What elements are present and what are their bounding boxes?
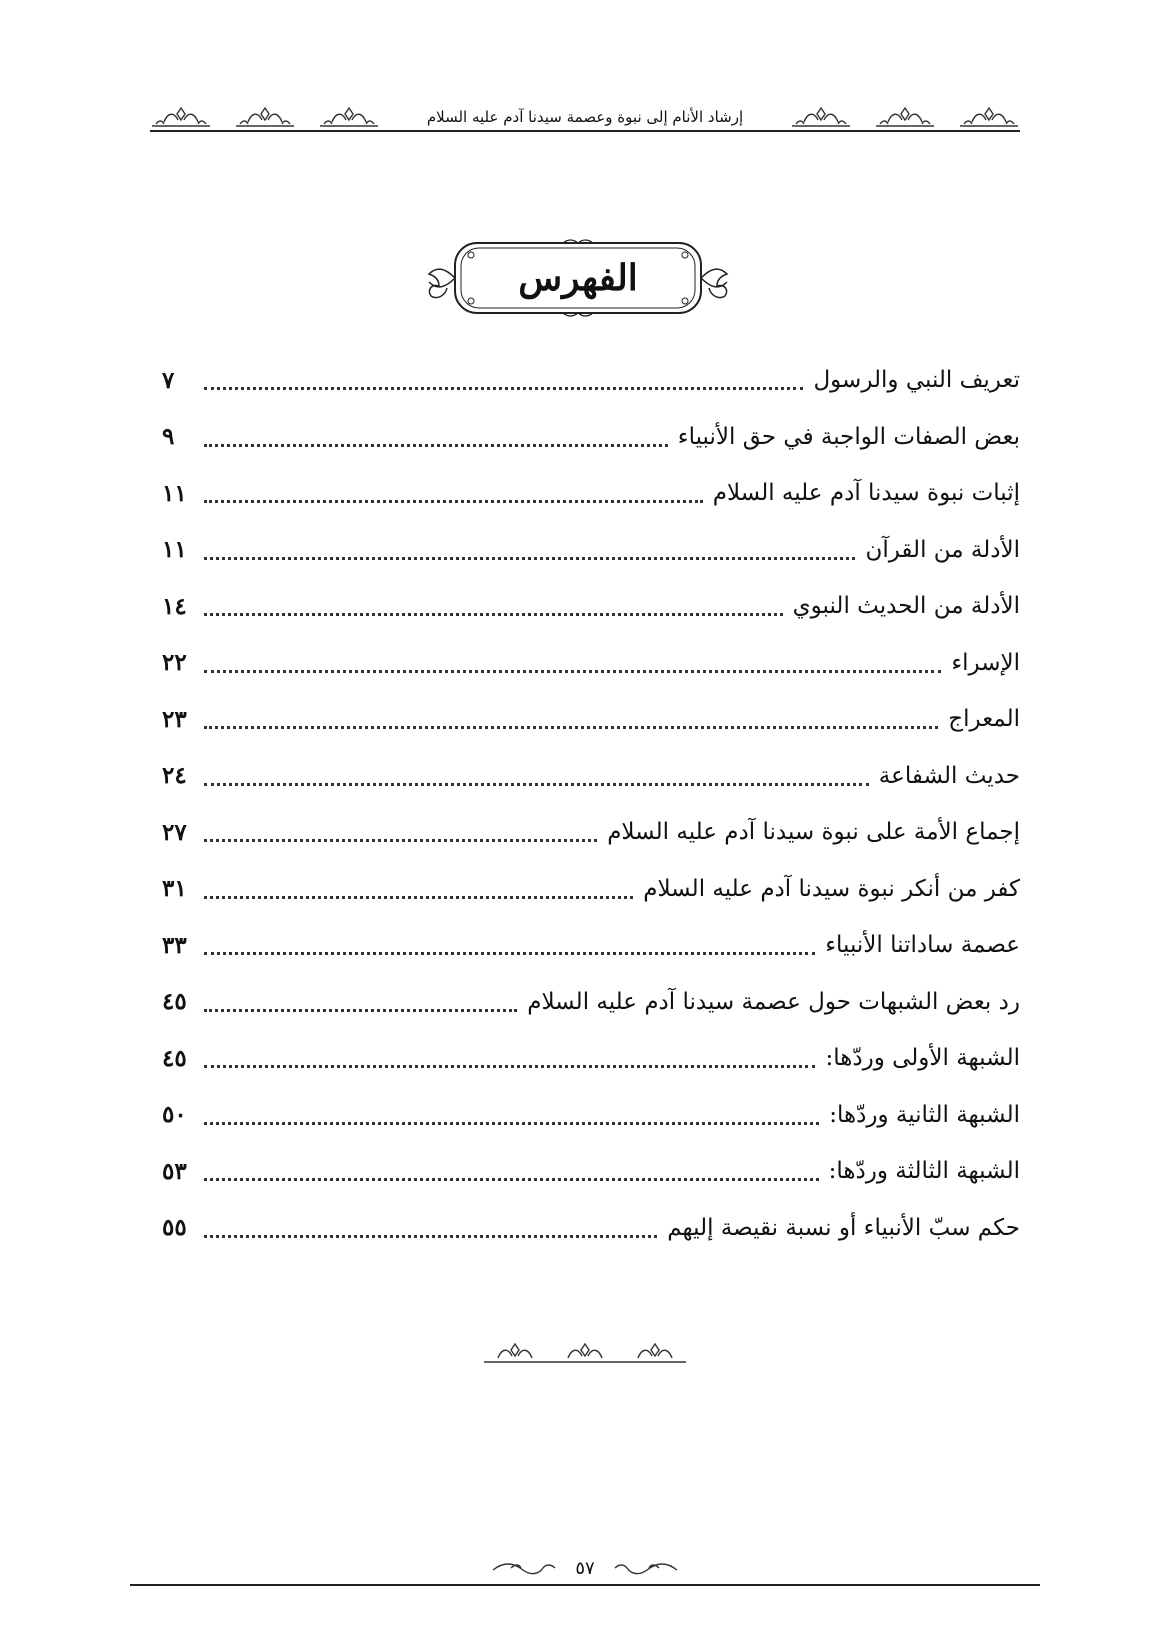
floral-divider-icon [480, 1340, 690, 1364]
toc-leader-dots [204, 1121, 819, 1125]
toc-leader-dots [204, 612, 783, 616]
toc-entry-title: عصمة ساداتنا الأنبياء [825, 932, 1020, 959]
toc-entry[interactable] [162, 804, 1020, 861]
toc-entry-title: الشبهة الأولى وردّها: [825, 1045, 1020, 1072]
floral-ornament-icon [234, 104, 296, 128]
toc-entry-title: تعريف النبي والرسول [813, 367, 1020, 394]
toc-entry-title: بعض الصفات الواجبة في حق الأنبياء [677, 423, 1020, 450]
toc-leader-dots [204, 499, 703, 503]
toc-list [162, 352, 1020, 1256]
toc-entry[interactable] [162, 917, 1020, 974]
toc-entry-page: ٤٥ [162, 988, 187, 1016]
header-ornaments-left [150, 104, 380, 130]
toc-heading: الفهرس [518, 257, 638, 299]
toc-entry-title: الأدلة من القرآن [865, 536, 1020, 563]
running-header-title: إرشاد الأنام إلى نبوة وعصمة سيدنا آدم عليه السلام [426, 108, 744, 126]
toc-entry-page: ٢٤ [162, 762, 187, 790]
toc-entry-title: رد بعض الشبهات حول عصمة سيدنا آدم عليه السلام [527, 988, 1020, 1015]
toc-entry-page: ١١ [162, 479, 187, 507]
toc-leader-dots [204, 556, 855, 560]
header-ornaments-right [790, 104, 1020, 130]
toc-entry[interactable] [162, 1143, 1020, 1200]
floral-ornament-icon [150, 104, 212, 128]
toc-entry[interactable] [162, 861, 1020, 918]
toc-entry[interactable] [162, 1087, 1020, 1144]
toc-leader-dots [204, 895, 633, 899]
toc-entry-page: ٤٥ [162, 1044, 187, 1072]
toc-entry[interactable] [162, 691, 1020, 748]
footer-rule [130, 1584, 1040, 1586]
toc-leader-dots [204, 951, 815, 955]
toc-entry[interactable] [162, 352, 1020, 409]
toc-entry[interactable] [162, 409, 1020, 466]
toc-entry-title: إجماع الأمة على نبوة سيدنا آدم عليه السلام [607, 819, 1020, 846]
toc-entry-page: ٧ [162, 366, 175, 394]
toc-entry-title: حكم سبّ الأنبياء أو نسبة نقيصة إليهم [667, 1214, 1020, 1241]
toc-leader-dots [204, 1008, 517, 1012]
toc-leader-dots [204, 838, 597, 842]
toc-leader-dots [204, 1234, 657, 1238]
toc-entry-title: حديث الشفاعة [878, 762, 1020, 789]
toc-leader-dots [204, 669, 941, 673]
toc-leader-dots [204, 443, 668, 447]
toc-entry[interactable] [162, 974, 1020, 1031]
toc-entry-page: ٥٥ [162, 1214, 187, 1242]
toc-entry[interactable] [162, 635, 1020, 692]
toc-entry-title: إثبات نبوة سيدنا آدم عليه السلام [712, 480, 1020, 507]
toc-heading-frame [423, 237, 733, 319]
page-number-ornament [470, 1556, 700, 1580]
toc-entry-page: ٥٠ [162, 1101, 187, 1129]
toc-leader-dots [204, 725, 938, 729]
running-header [150, 96, 1020, 132]
toc-entry-page: ٢٣ [162, 705, 187, 733]
toc-entry-page: ٥٣ [162, 1157, 187, 1185]
toc-entry[interactable] [162, 522, 1020, 579]
toc-entry-title: المعراج [948, 706, 1020, 733]
toc-leader-dots [204, 1064, 815, 1068]
toc-entry-page: ٢٢ [162, 649, 187, 677]
floral-ornament-icon [318, 104, 380, 128]
toc-entry-page: ٩ [162, 423, 175, 451]
scroll-ornament-icon [491, 1558, 561, 1578]
scroll-ornament-icon [609, 1558, 679, 1578]
toc-entry[interactable] [162, 465, 1020, 522]
toc-entry-page: ٣٣ [162, 931, 187, 959]
toc-entry-title: الأدلة من الحديث النبوي [792, 593, 1020, 620]
floral-ornament-icon [790, 104, 852, 128]
toc-entry-title: كفر من أنكر نبوة سيدنا آدم عليه السلام [643, 875, 1020, 902]
toc-entry-page: ١١ [162, 536, 187, 564]
toc-entry-page: ٢٧ [162, 818, 187, 846]
floral-ornament-icon [874, 104, 936, 128]
toc-entry-page: ١٤ [162, 592, 187, 620]
floral-ornament-icon [958, 104, 1020, 128]
toc-entry[interactable] [162, 1200, 1020, 1257]
toc-entry-title: الإسراء [951, 649, 1020, 676]
toc-leader-dots [204, 782, 869, 786]
page-number: ٥٧ [575, 1557, 595, 1579]
toc-leader-dots [204, 386, 803, 390]
toc-entry-title: الشبهة الثالثة وردّها: [828, 1158, 1020, 1185]
toc-entry[interactable] [162, 578, 1020, 635]
toc-entry[interactable] [162, 748, 1020, 805]
toc-entry-page: ٣١ [162, 875, 187, 903]
toc-entry-title: الشبهة الثانية وردّها: [829, 1101, 1020, 1128]
toc-entry[interactable] [162, 1030, 1020, 1087]
toc-leader-dots [204, 1177, 819, 1181]
